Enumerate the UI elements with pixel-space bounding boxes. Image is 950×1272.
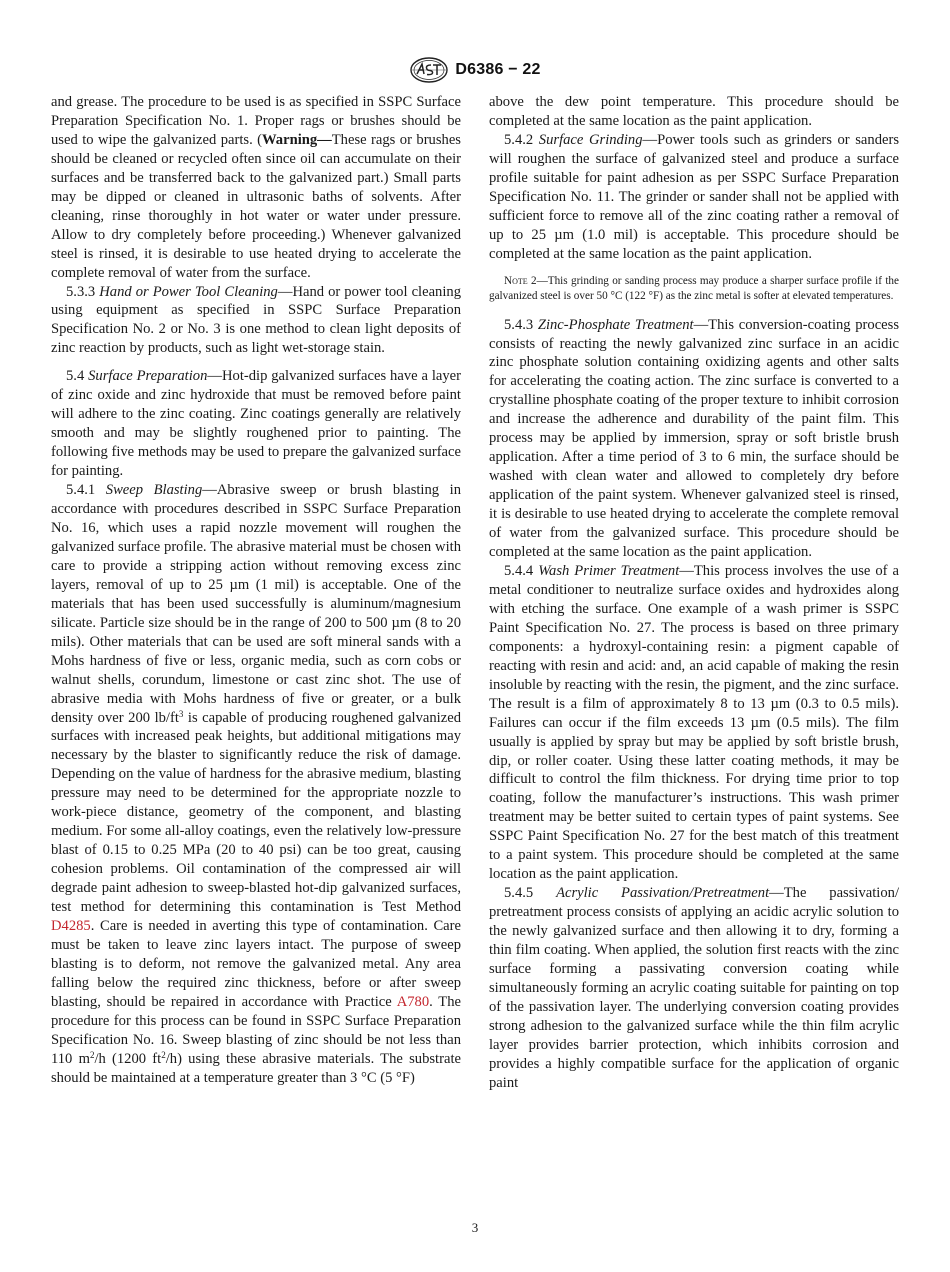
section-5-3-3: 5.3.3 Hand or Power Tool Cleaning—Hand or power tool cleaning using equipment as specified in SSPC Surface Preparation Specification No. 2 or No. 3 is one method to clean light deposits of zinc reaction by products, such as light wet-storage stain. (51, 283, 461, 357)
section-5-4-1: 5.4.1 Sweep Blasting—Abrasive sweep or brush blasting in accordance with procedures described in SSPC Surface Preparation No. 16, which uses a rapid nozzle movement will roughen the galvanized surface profile. The abrasive material must be chosen with care to provide a stripping action without removing excess zinc layers, removal of up to 25 µm (1 mil) is acceptable. One of the materials that has been used successfully is aluminum/magnesium silicate. Particle size should be in the range of 200 to 500 µm (8 to 20 mils). Other materials that can be used are soft mineral sands with a Mohs hardness of five or less, organic media, such as corn cobs or walnut shells, corundum, limestone or cast zinc shot. The use of abrasive media with Mohs hardness of five or greater, or a bulk density over 200 $lb/ft^3$ is capable of producing roughened galvanized surfaces with increased peak heights, but additional mitigations may necessary by the blaster to significantly reduce the risk of damage. Depending on the value of hardness for the abrasive medium, blasting pressure may need to be determined for the appropriate nozzle to work-piece distance, geometry of the component, and blasting medium. For some all-alloy coatings, even the relatively low-pressure blast of 0.15 to 0.25 MPa (20 to 40 psi) can be too great, causing cohesion problems. Oil contamination of the compressed air will degrade paint adhesion to sweep-blasted hot-dip galvanized surfaces, test method for determining this contamination is Test Method D4285. Care is needed in averting this type of contamination. Care must be taken to leave zinc layers intact. The purpose of sweep blasting is to deform, not remove the galvanized metal. Any area falling below the required zinc thickness, before or after sweep blasting, should be repaired in accordance with Practice A780. The procedure for this process can be found in SSPC Surface Preparation Specification No. 16. Sweep blasting of zinc should be not less than 110 $m^2/h$ (1200 $ft^2/h$) using these abrasive materials. The substrate should be maintained at a temperature greater than 3 °C (5 °F) (51, 482, 461, 1086)
section-title: Acrylic Passivation/Pretreatment (556, 885, 770, 902)
paragraph-cleaning-continued: and grease. The procedure to be used is as specified in SSPC Surface Preparation Specification No. 1. Proper rags or brushes should be used to wipe the galvanized parts. (Warning—These rags or brushes should be cleaned or recycled often since oil can accumulate on their surfaces and be transferred back to the galvanized part.) Small parts may be dipped or cleaned in ultrasonic baths of solvents. After cleaning, rinse thoroughly in hot water or water under pressure. Allow to dry completely before proceeding.) Whenever galvanized steel is rinsed, it is desirable to use heated drying to accelerate the complete removal of water from the surface. (51, 94, 461, 281)
left-column (51, 93, 461, 1088)
section-title: Surface Grinding (538, 131, 643, 148)
right-column (489, 93, 899, 1093)
page-header (0, 57, 950, 83)
section-title: Zinc-Phosphate Treatment (537, 316, 694, 333)
link-a780[interactable]: A780 (396, 993, 430, 1010)
paragraph-5-4-1-continued: above the dew point temperature. This procedure should be completed at the same location as the paint application. (489, 94, 899, 129)
section-title: Sweep Blasting (105, 482, 203, 499)
astm-logo-icon (409, 57, 449, 83)
section-5-4-5: 5.4.5 Acrylic Passivation/Pretreatment—The passivation/ pretreatment process consists of applying an acidic acrylic solution to the newly galvanized surface and then allowing it to dry, forming a thin film coating. When applied, the solution first reacts with the zinc surface forming a passivating conversion coating while simultaneously forming an acrylic coating suitable for painting on top of the passivation layer. The underlying conversion coating provides strong adhesion to the galvanized surface while the thin film acrylic layer provides barrier protection, which inhibits corrosion and provides a highly compatible surface for the application of organic paint (489, 885, 900, 1091)
header-inner (409, 57, 540, 83)
page-number: 3 (471, 1220, 479, 1235)
note-label: Note (504, 274, 528, 287)
section-5-4-3: 5.4.3 Zinc-Phosphate Treatment—This conversion-coating process consists of reacting the newly galvanized zinc surface in an acidic zinc phosphate solution containing oxidizing agents and other salts for accelerating the coating action. The zinc surface is converted to a crystalline phosphate coating of the proper texture to inhibit corrosion and increase the adherence and durability of the paint film. This process may be applied by immersion, spray or soft bristle brush application. After a time period of 3 to 6 min, the surface should be washed with clean water and allowed to completely dry before application of the paint system. Whenever galvanized steel is rinsed, it is desirable to use heated drying to accelerate the complete removal of water from the galvanized surface. This procedure should be completed at the same location as the paint application. (489, 316, 900, 561)
section-5-4-2: 5.4.2 Surface Grinding—Power tools such as grinders or sanders will roughen the surface of galvanized steel and produce a surface profile suitable for paint adhesion as per SSPC Surface Preparation Specification No. 11. The grinder or sander shall not be applied with sufficient force to remove all of the zinc coating rather a removal of up to 25 µm (1.0 mil) is acceptable. This procedure should be completed at the same location as the paint application. (489, 131, 900, 262)
section-5-4-4: 5.4.4 Wash Primer Treatment—This process involves the use of a metal conditioner to neutralize surface oxides and hydroxides along with etching the surface. One example of a wash primer is SSPC Paint Specification No. 27. The process is based on three primary components: a hydroxyl-containing resin: a pigment capable of reacting with resin and acid: and, an acid capable of making the resin insoluble by reacting with the resin, the pigment, and the zinc surface. The result is a film of approximately 8 to 13 µm (0.3 to 0.5 mils). Failures can occur if the film exceeds 13 µm (0.5 mils). The film usually is applied by spray but may be applied by soft bristle brush, dip, or roller coater. Using these latter coating methods, it may be difficult to control the film thickness. For drying time prior to top coating, follow the manufacturer’s instructions. This wash primer treatment may be better suited to certain types of paint systems. See SSPC Paint Specification No. 27 for the best match of this treatment to a paint system. This procedure should be completed at the same location as the paint application. (489, 562, 899, 883)
section-title: Surface Preparation (88, 368, 208, 385)
document-designation: D6386 − 22 (455, 61, 541, 78)
section-title: Wash Primer Treatment (538, 562, 680, 579)
link-d4285[interactable]: D4285 (51, 917, 91, 934)
note-2: Note 2—This grinding or sanding process may produce a sharper surface profile if the galvanized steel is over 50 °C (122 °F) as the zinc metal is softer at elevated temperatures. (489, 274, 899, 303)
section-5-4: 5.4 Surface Preparation—Hot-dip galvanized surfaces have a layer of zinc oxide and zinc hydroxide that must be removed before paint will adhere to the zinc coating. Zinc coatings generally are relatively smooth and may be slightly roughened prior to painting. The following five methods may be used to prepare the galvanized surface for painting. (51, 368, 461, 480)
section-title: Hand or Power Tool Cleaning (99, 283, 278, 300)
